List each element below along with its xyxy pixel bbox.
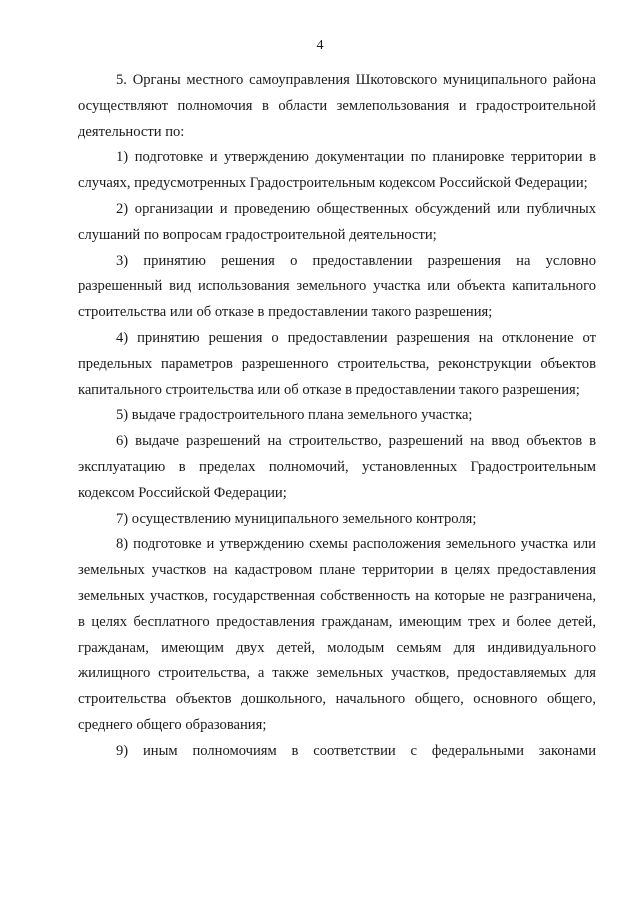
paragraph-subitem-1: 1) подготовке и утверждению документации по планировке территории в случаях, предусмотренных Градостроительным кодексом Российской Федерации; [78, 149, 596, 192]
paragraph-subitem-8: 8) подготовке и утверждению схемы расположения земельного участка или земельных участков на кадастровом плане территории в целях предоставления земельных участков, государственная собственность на которые не разграничена, в целях бесплатного предоставления гражданам, имеющим трех и более детей, гражданам, имеющим двух детей, молодым семьям для индивидуального жилищного строительства, а также земельных участков, предоставляемых для строительства объектов дошкольного, начального общего, основного общего, среднего общего образования; [78, 536, 596, 733]
paragraph-subitem-2: 2) организации и проведению общественных обсуждений или публичных слушаний по вопросам градостроительной деятельности; [78, 200, 596, 243]
document-body [78, 68, 596, 765]
paragraph-subitem-4: 4) принятию решения о предоставлении разрешения на отклонение от предельных параметров разрешенного строительства, реконструкции объектов капитального строительства или об отказе в предоставлении такого разрешения; [78, 329, 596, 398]
paragraph-subitem-3: 3) принятию решения о предоставлении разрешения на условно разрешенный вид использования земельного участка или объекта капитального строительства или об отказе в предоставлении такого разрешения; [78, 252, 596, 321]
paragraph-subitem-6: 6) выдаче разрешений на строительство, разрешений на ввод объектов в эксплуатацию в пределах полномочий, установленных Градостроительным кодексом Российской Федерации; [78, 433, 596, 501]
page-number: 4 [316, 38, 324, 53]
paragraph-item-5: 5. Органы местного самоуправления Шкотовского муниципального района осуществляют полномочия в области землепользования и градостроительной деятельности по: [78, 72, 596, 140]
paragraph-subitem-7: 7) осуществлению муниципального земельного контроля; [116, 510, 477, 527]
paragraph-subitem-5: 5) выдаче градостроительного плана земельного участка; [116, 407, 473, 424]
paragraph-subitem-9: 9) иным полномочиям в соответствии с федеральными законами [116, 742, 596, 759]
